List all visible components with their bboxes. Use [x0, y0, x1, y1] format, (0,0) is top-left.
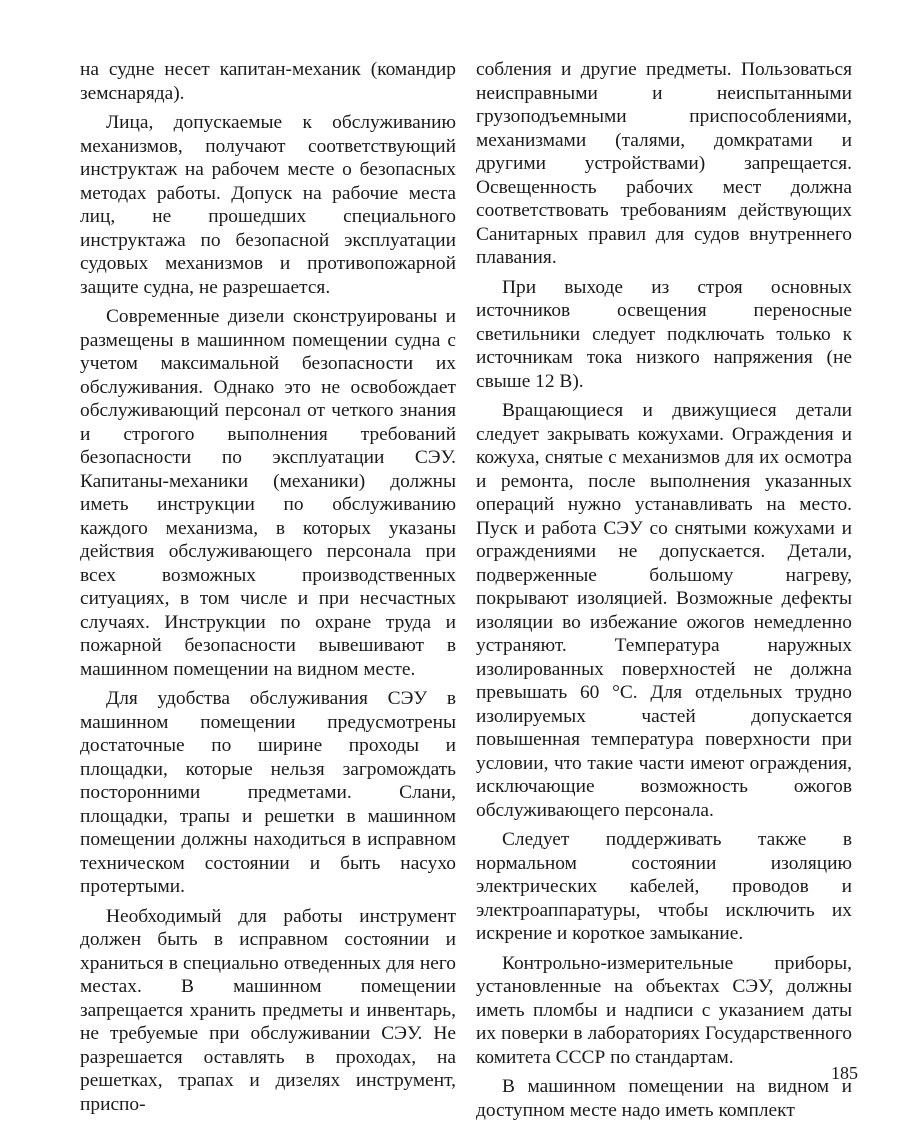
page-number: 185	[831, 1063, 858, 1083]
paragraph: на судне несет капитан-механик (командир земснаряда).	[80, 59, 456, 104]
paragraph: собления и другие предметы. Пользоваться неисправными и неиспытанными грузоподъемными приспособлениями, механизмами (талями, домкратами и другими устройствами) запрещается. Освещенность рабочих мест должна соответствовать требованиям действующих Санитарных правил для судов внутреннего плавания.	[476, 59, 852, 268]
paragraph: В машинном помещении на видном и доступном месте надо иметь комплект	[476, 1076, 852, 1121]
paragraph: Лица, допускаемые к обслуживанию механизмов, получают соответствующий инструктаж на рабочем месте о безопасных методах работы. Допуск на рабочие места лиц, не прошедших специального инструктажа по безопасной эксплуатации судовых механизмов и противопожарной защите судна, не разрешается.	[80, 112, 456, 298]
paragraph: Контрольно-измерительные приборы, установленные на объектах СЭУ, должны иметь пломбы и надписи с указанием даты их поверки в лабораториях Государственного комитета СССР по стандартам.	[476, 952, 852, 1068]
right-column	[476, 58, 852, 1128]
left-column	[80, 58, 456, 1122]
paragraph: Современные дизели сконструированы и размещены в машинном помещении судна с учетом максимальной безопасности их обслуживания. Однако это не освобождает обслуживающий персонал от четкого знания и строгого выполнения требований безопасности по эксплуатации СЭУ. Капитаны-механики (механики) должны иметь инструкции по обслуживанию каждого механизма, в которых указаны действия обслуживающего персонала при всех возможных производственных ситуациях, в том числе и при несчастных случаях. Инструкции по охране труда и пожарной безопасности вывешивают в машинном помещении на видном месте.	[80, 306, 456, 680]
paragraph: Необходимый для работы инструмент должен быть в исправном состоянии и храниться в специально отведенных для него местах. В машинном помещении запрещается хранить предметы и инвентарь, не требуемые при обслуживании СЭУ. Не разрешается оставлять в проходах, на решетках, трапах и дизелях инструмент, приспо-	[80, 905, 456, 1115]
paragraph: Для удобства обслуживания СЭУ в машинном помещении предусмотрены достаточные по ширине проходы и площадки, которые нельзя загромождать посторонними предметами. Слани, площадки, трапы и решетки в машинном помещении должны находиться в исправном техническом состоянии и быть насухо протертыми.	[80, 688, 456, 897]
paragraph: Следует поддерживать также в нормальном состоянии изоляцию электрических кабелей, проводов и электроаппаратуры, чтобы исключить их искрение и короткое замыкание.	[476, 829, 852, 944]
paragraph: При выходе из строя основных источников освещения переносные светильники следует подключать только к источникам тока низкого напряжения (не свыше 12 В).	[476, 276, 852, 392]
paragraph: Вращающиеся и движущиеся детали следует закрывать кожухами. Ограждения и кожуха, снятые с механизмов для их осмотра и ремонта, после выполнения указанных операций нужно устанавливать на место. Пуск и работа СЭУ со снятыми кожухами и ограждениями не допускается. Детали, подверженные большому нагреву, покрывают изоляцией. Возможные дефекты изоляции во избежание ожогов немедленно устраняют. Температура наружных изолированных поверхностей не должна превышать 60 °С. Для отдельных трудно изолируемых частей допускается повышенная температура поверхности при условии, что такие части имеют ограждения, исключающие возможность ожогов обслуживающего персонала.	[476, 400, 852, 821]
